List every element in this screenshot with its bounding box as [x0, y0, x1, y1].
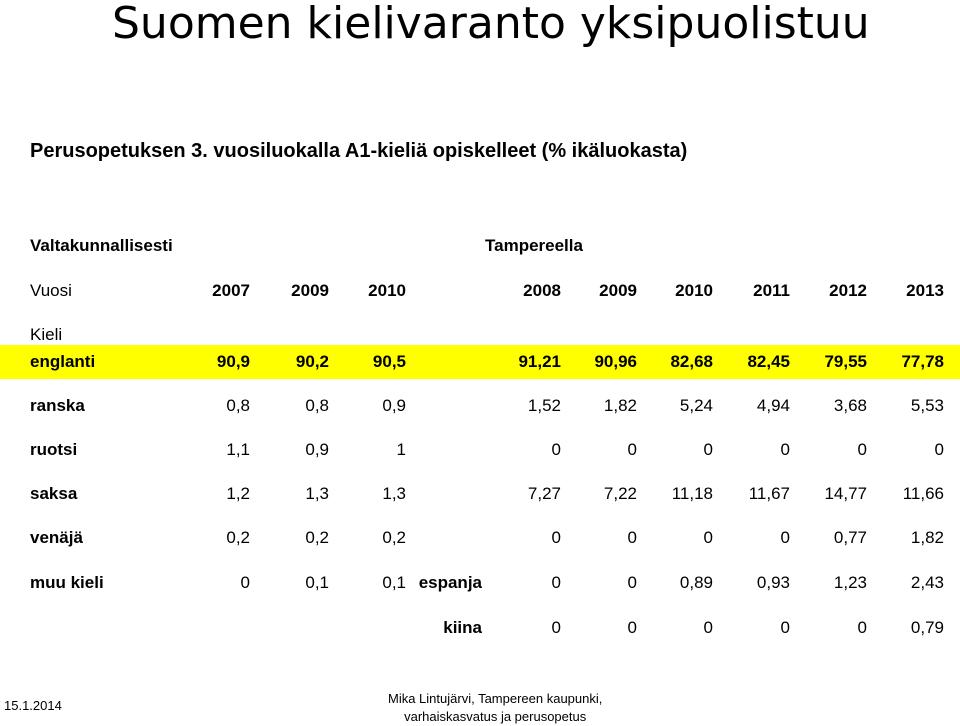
table-cell: 90,9 [216, 352, 250, 371]
table-cell: 0,77 [833, 528, 867, 547]
year-header-cell: 2008 [523, 281, 561, 300]
table-cell: 0,8 [305, 396, 329, 415]
table-row [0, 345, 960, 379]
group-label-national: Valtakunnallisesti [30, 236, 173, 255]
table-cell: 0,9 [382, 396, 406, 415]
table-cell: 0 [240, 573, 250, 592]
table-cell: 5,24 [679, 396, 713, 415]
table-cell: 1,3 [305, 484, 329, 503]
table-cell: 90,5 [372, 352, 406, 371]
year-header-cell: 2009 [291, 281, 329, 300]
row-label: venäjä [30, 528, 83, 547]
table-cell: 0,2 [382, 528, 406, 547]
table-cell: 77,78 [901, 352, 944, 371]
table-cell: 0 [627, 618, 637, 637]
group-label-tampere: Tampereella [485, 236, 583, 255]
table-cell: 11,67 [748, 484, 790, 503]
table-cell: 0 [780, 618, 790, 637]
table-cell: 1 [396, 440, 406, 459]
table-cell: 0 [703, 528, 713, 547]
page-title: Suomen kielivaranto yksipuolistuu [112, 0, 870, 49]
table-cell: 0 [551, 618, 561, 637]
table-cell: 1,52 [527, 396, 561, 415]
table-cell: 1,82 [910, 528, 944, 547]
table-cell: 82,68 [670, 352, 713, 371]
table-cell: 4,94 [756, 396, 790, 415]
table-cell: 0,8 [226, 396, 250, 415]
year-header-cell: 2013 [906, 281, 944, 300]
table-cell: 0,89 [679, 573, 713, 592]
table-row [0, 433, 960, 467]
table-cell: 0,1 [305, 573, 329, 592]
table-cell: 90,2 [295, 352, 329, 371]
table-cell: 1,23 [833, 573, 867, 592]
table-cell: 11,18 [671, 484, 713, 503]
table-cell: 0 [703, 440, 713, 459]
table-cell: 11,66 [902, 484, 944, 503]
row-label: ranska [30, 396, 85, 415]
table-cell: 0,79 [910, 618, 944, 637]
table-cell: 0 [551, 573, 561, 592]
row-extra-label: kiina [443, 618, 482, 637]
row-label: englanti [30, 352, 96, 371]
table-cell: 0 [703, 618, 713, 637]
table-cell: 0 [627, 573, 637, 592]
year-label: Vuosi [30, 281, 72, 300]
footer-author-line2: varhaiskasvatus ja perusopetus [404, 709, 587, 724]
table-cell: 0,93 [756, 573, 790, 592]
row-label: saksa [30, 484, 78, 503]
table-cell: 3,68 [833, 396, 867, 415]
year-header-cell: 2009 [599, 281, 637, 300]
table-cell: 82,45 [747, 352, 790, 371]
table-cell: 79,55 [824, 352, 867, 371]
table-cell: 0,2 [305, 528, 329, 547]
footer-author [388, 690, 602, 726]
year-header-cell: 2012 [829, 281, 867, 300]
table-cell: 1,82 [603, 396, 637, 415]
year-header-cell: 2010 [368, 281, 406, 300]
table-row [0, 521, 960, 555]
language-label: Kieli [30, 325, 63, 344]
table-cell: 2,43 [910, 573, 944, 592]
row-label: muu kieli [30, 573, 104, 592]
table-cell: 1,2 [226, 484, 250, 503]
row-extra-label: espanja [418, 573, 482, 592]
table-cell: 0,1 [382, 573, 406, 592]
table-cell: 0 [934, 440, 944, 459]
table-row [0, 611, 960, 645]
table-cell: 1,1 [226, 440, 250, 459]
table-cell: 0 [780, 440, 790, 459]
table-cell: 90,96 [594, 352, 637, 371]
table-cell: 0 [627, 440, 637, 459]
table-cell: 91,21 [518, 352, 561, 371]
footer-author-line1: Mika Lintujärvi, Tampereen kaupunki, [388, 691, 603, 706]
year-header-cell: 2007 [212, 281, 250, 300]
year-header-cell: 2011 [753, 281, 790, 300]
table-cell: 5,53 [910, 396, 944, 415]
table-cell: 0 [627, 528, 637, 547]
footer-date: 15.1.2014 [4, 698, 62, 713]
table-subtitle: Perusopetuksen 3. vuosiluokalla A1-kieliä opiskelleet (% ikäluokasta) [30, 140, 688, 162]
table-cell: 0,9 [305, 440, 329, 459]
table-cell: 0,2 [226, 528, 250, 547]
row-label: ruotsi [30, 440, 78, 459]
table-cell: 14,77 [824, 484, 867, 503]
table-row [0, 389, 960, 423]
table-row [0, 566, 960, 600]
table-cell: 7,22 [603, 484, 637, 503]
table-cell: 0 [780, 528, 790, 547]
table-cell: 1,3 [382, 484, 406, 503]
table-row [0, 477, 960, 511]
table-cell: 0 [551, 528, 561, 547]
table-cell: 7,27 [527, 484, 561, 503]
year-header-cell: 2010 [675, 281, 713, 300]
table-cell: 0 [857, 440, 867, 459]
table-cell: 0 [857, 618, 867, 637]
table-cell: 0 [551, 440, 561, 459]
